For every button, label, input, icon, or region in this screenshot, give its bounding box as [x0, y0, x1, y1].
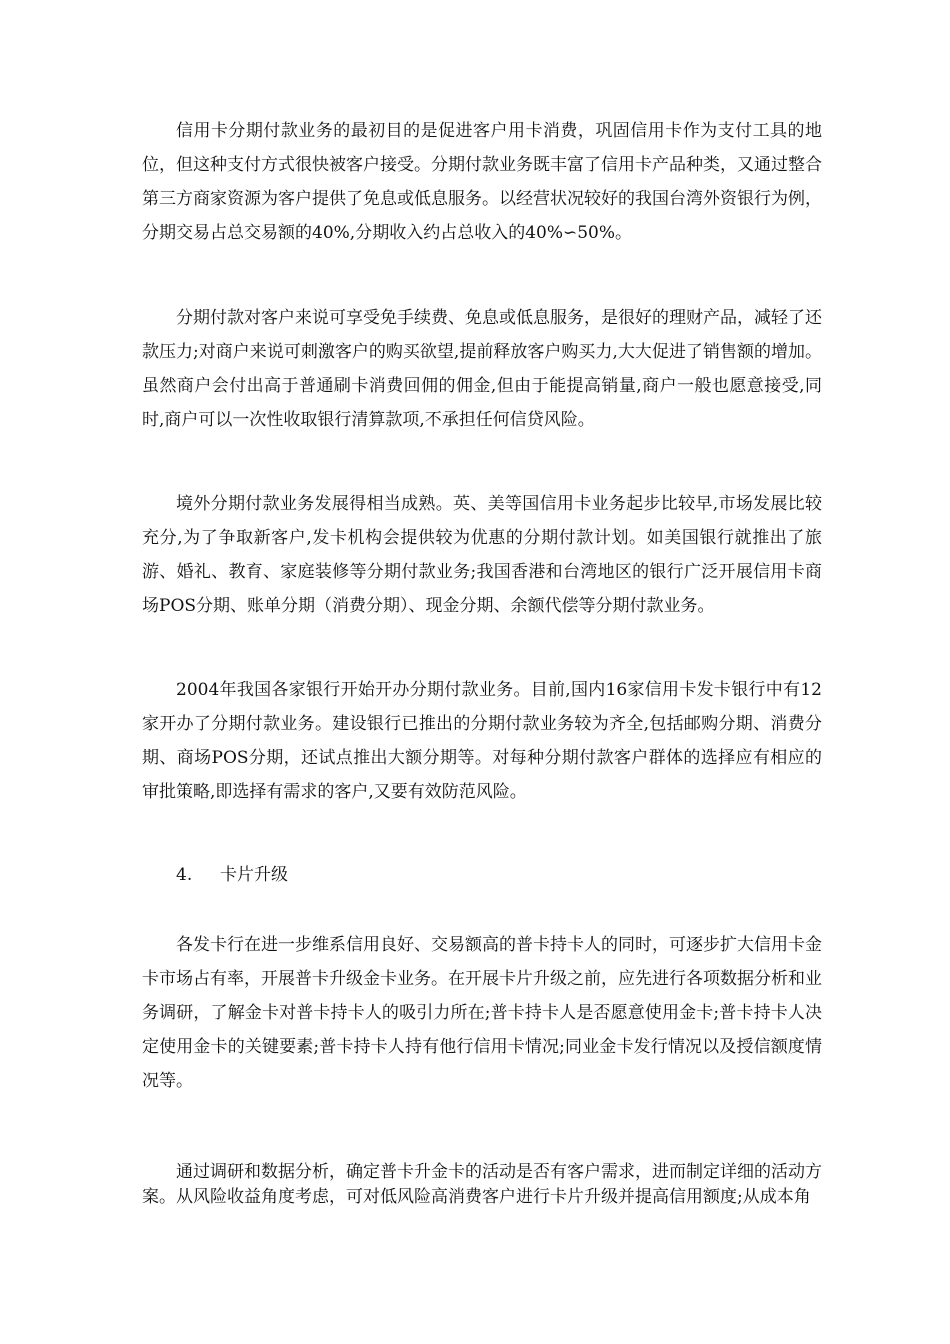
paragraph-card-upgrade: 各发卡行在进一步维系信用良好、交易额高的普卡持卡人的同时，可逐步扩大信用卡金卡市场占有率，开展普卡升级金卡业务。在开展卡片升级之前，应先进行各项数据分析和业务调研，了解金卡对普卡持卡人的吸引力所在;普卡持卡人是否愿意使用金卡;普卡持卡人决定使用金卡的关键要素;普卡持卡人持有他行信用卡情况;同业金卡发行情况以及授信额度情况等。 — [142, 935, 822, 1091]
paragraph-installment-purpose: 信用卡分期付款业务的最初目的是促进客户用卡消费，巩固信用卡作为支付工具的地位，但这种支付方式很快被客户接受。分期付款业务既丰富了信用卡产品种类，又通过整合第三方商家资源为客户提供了免息或低息服务。以经营状况较好的我国台湾外资银行为例，分期交易占总交易额的40%,分期收入约占总收入的40%∽50%。 — [142, 121, 822, 243]
paragraph-installment-benefits: 分期付款对客户来说可享受免手续费、免息或低息服务，是很好的理财产品，减轻了还款压力;对商户来说可刺激客户的购买欲望,提前释放客户购买力,大大促进了销售额的增加。虽然商户会付出高于普通刷卡消费回佣的佣金,但由于能提高销量,商户一般也愿意接受,同时,商户可以一次性收取银行清算款项,不承担任何信贷风险。 — [142, 308, 822, 430]
section-heading — [176, 858, 288, 892]
paragraph-domestic-installment: 2004年我国各家银行开始开办分期付款业务。目前,国内16家信用卡发卡银行中有12家开办了分期付款业务。建设银行已推出的分期付款业务较为齐全,包括邮购分期、消费分期、商场POS分期，还试点推出大额分期等。对每种分期付款客户群体的选择应有相应的审批策略,即选择有需求的客户,又要有效防范风险。 — [142, 680, 822, 802]
paragraph-overseas-installment: 境外分期付款业务发展得相当成熟。英、美等国信用卡业务起步比较早,市场发展比较充分,为了争取新客户,发卡机构会提供较为优惠的分期付款计划。如美国银行就推出了旅游、婚礼、教育、家庭装修等分期付款业务;我国香港和台湾地区的银行广泛开展信用卡商场POS分期、账单分期（消费分期）、现金分期、余额代偿等分期付款业务。 — [142, 494, 822, 616]
section-number: 4. — [176, 865, 193, 885]
section-title: 卡片升级 — [220, 865, 288, 885]
paragraph-upgrade-plan: 通过调研和数据分析，确定普卡升金卡的活动是否有客户需求，进而制定详细的活动方案。从风险收益角度考虑，可对低风险高消费客户进行卡片升级并提高信用额度;从成本角 — [142, 1162, 822, 1207]
